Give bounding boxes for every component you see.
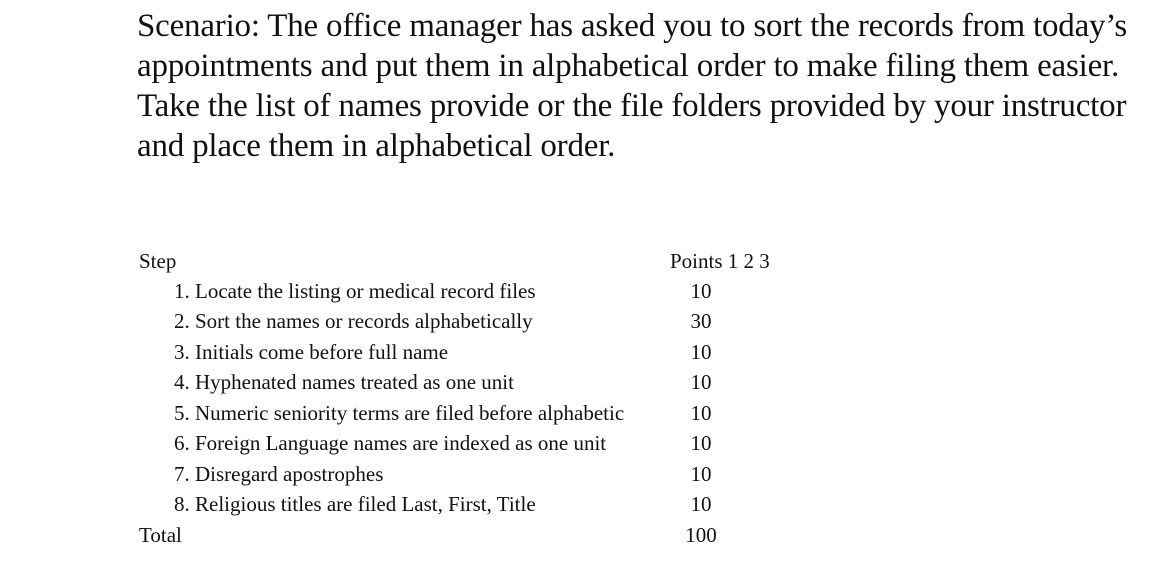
step-description: 7. Disregard apostrophes [174,462,384,486]
rubric-step-1 [0,276,1170,306]
rubric-step-6 [0,428,1170,458]
step-column-header: Step [139,249,177,273]
rubric-step-5 [0,398,1170,428]
rubric-step-4 [0,367,1170,397]
rubric-step-3 [0,337,1170,367]
step-points: 10 [690,279,712,303]
step-points: 10 [690,370,712,394]
total-label: Total [139,523,182,547]
step-points: 10 [690,340,712,364]
step-points: 10 [690,401,712,425]
rubric-step-7 [0,459,1170,489]
step-description: 4. Hyphenated names treated as one unit [174,370,514,394]
step-points: 10 [690,431,712,455]
rubric-step-8 [0,489,1170,519]
scenario-paragraph: Scenario: The office manager has asked you to sort the records from today’s appointments and put them in alphabetical order to make filing them easier. Take the list of names provide or the file folders provided by your instructor and place them in alphabetical order. [137,8,1127,164]
grading-rubric [0,246,1170,556]
total-points: 100 [685,523,717,547]
rubric-step-2 [0,306,1170,336]
step-description: 6. Foreign Language names are indexed as one unit [174,431,607,455]
step-points: 10 [690,492,712,516]
step-description: 5. Numeric seniority terms are filed before alphabetic [174,401,625,425]
step-description: 2. Sort the names or records alphabetically [174,309,533,333]
step-description: 8. Religious titles are filed Last, First, Title [174,492,536,516]
step-points: 30 [690,309,712,333]
step-description: 3. Initials come before full name [174,340,449,364]
step-points: 10 [690,462,712,486]
rubric-header-row [0,246,1170,276]
step-description: 1. Locate the listing or medical record files [174,279,536,303]
rubric-total-row [0,520,1170,550]
points-column-header: Points 1 2 3 [670,249,770,273]
